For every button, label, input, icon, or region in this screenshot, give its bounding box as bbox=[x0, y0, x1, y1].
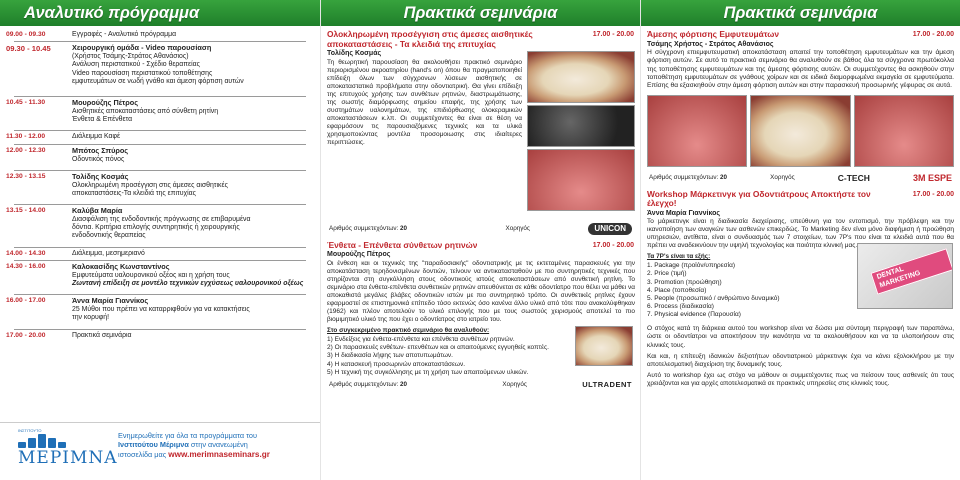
seminars-column-2 bbox=[640, 0, 960, 480]
seminar-description: Οι ένθεση και οι τεχνικές της "παραδοσιακής" οδοντιατρικής με τις εκτεταμένες παρασκευές για την αποκατάσταση τερηδονισμένων δοντιών, τείνουν να αντικατασταθούν με πιο συντηρητικές τεχνικές που στηρίζονται στη συγκόλληση στους οδοντικούς ιστούς αποκαταστάσεων από συνθετική ρητίνη. Το σεμινάριο στα ένθετα-επένθετα συνθετικών ρητινών απευθύνεται σε κάθε οδοντίατρο που θέλει να μάθει να αποκαθιστά μεγάλες βλάβες οδοντικών ιστών με πιο συντηρητικό τρόπο. Οι συνθετικές ρητίνες έχουν εφαρμοστεί σε επιστημονικά επίπεδο τόσο εκτενώς όσο κανένα άλλο υλικό από τότε που ανακαλύφθηκαν (1962) και πλέον αποτελούν το υλικό επιλογής που με τους σωστούς χειρισμούς αποτελεί το πιο βιομιμητικό υλικό της που έχει ο οδοντίατρος στο ιατρείο του. bbox=[327, 260, 635, 324]
seminar-description: Το μάρκετινγκ είναι η διαδικασία διαχείρισης, υπεύθυνη για τον εντοπισμό, την πρόβλεψη και την ικανοποίηση των αναγκών των ασθενών επικερδώς. Το Marketing δεν είναι μόνο διαφήμιση ή προώθηση υπηρεσιών, αντίθετα, είναι ο συνδυασμός των 7 στοιχείων, των 7P's που είναι τα κλειδιά αυτά που θα πρέπει να αναδεικνύουν την υψηλή τεχνολογίας και ποιότητα κλινική μας. bbox=[647, 218, 954, 250]
schedule-row bbox=[6, 29, 314, 41]
3m-espe-logo: 3M ESPE bbox=[912, 172, 952, 183]
seven-ps-list: 1. Package (προϊόν/υπηρεσία) 2. Price (τιμή) 3. Promotion (προώθηση) 4. Place (τοποθεσία) 5. People (προσωπικό / ανθρώπινο δυναμικό) 6. Process (διαδικασία) 7. Physical evidence (Παρουσία) bbox=[647, 262, 780, 318]
row-text: Εγγραφές - Αναλυτικό πρόγραμμα bbox=[72, 31, 177, 38]
row-line: Αισθητικές αποκαταστάσεις από σύνθετη ρητίνη bbox=[72, 107, 219, 115]
seminar-meta: Αριθμός συμμετεχόντων: 20 Χορηγός ULTRADENT bbox=[329, 379, 632, 389]
seminar-esthetics bbox=[321, 30, 640, 235]
row-line: αποκαταστάσεις-Τα κλειδιά της επιτυχίας bbox=[72, 189, 196, 197]
row-text: Διάλειμμα, μεσημεριανό bbox=[72, 249, 145, 257]
seminar-lecturer: Τσάμης Χρήστος - Στράτος Αθανάσιος bbox=[647, 40, 774, 48]
seminar-lecturer: Άννα Μαρία Γιαννίκος bbox=[647, 209, 721, 217]
row-line: Ολοκληρωμένη προσέγγιση στις άμεσες αισθητικές bbox=[72, 181, 228, 189]
schedule-row bbox=[6, 248, 314, 260]
tooth-photo bbox=[527, 105, 635, 147]
row-time: 14.30 - 16.00 bbox=[6, 262, 46, 270]
row-line: δόντια. Κριτήρια επιλογής συντηρητικής ή χειρουργικής bbox=[72, 224, 240, 232]
seminar-meta: Αριθμός συμμετεχόντων: 20 Χορηγός UNICON bbox=[327, 223, 634, 235]
schedule-column bbox=[0, 0, 320, 480]
merimna-logo: ΙΝΣΤΙΤΟΥΤΟ ΜΕΡΙΜΝΑ bbox=[18, 428, 118, 468]
footer-text: Ενημερωθείτε για όλα τα προγράμματα του Ινστιτούτου Μέριμνα στην ανανεωμένη ιστοσελίδα μας www.merimnaseminars.gr bbox=[118, 431, 270, 459]
seminar-lecturer: Μουρούζης Πέτρος bbox=[327, 251, 391, 259]
row-line: την κορυφή! bbox=[72, 314, 110, 322]
row-title: Καλύβα Μαρία bbox=[72, 206, 123, 216]
seven-ps-title: Τα 7P's είναι τα εξής: bbox=[647, 253, 711, 261]
row-title: Χειρουργική ομάδα - Video παρουσίαση bbox=[72, 43, 212, 53]
row-time: 12.00 - 12.30 bbox=[6, 146, 46, 154]
seminars-column-1 bbox=[320, 0, 640, 480]
seminar-description: Τη θεωρητική παρουσίαση θα ακολουθήσει πρακτικό σεμινάριο περιορισμένου ακροατηρίου (hand's on) όπου θα πραγματοποιηθεί επίδειξη όλων των σύγχρονων λύσεων αισθητικής σε αποκαταστατικά προβλήματα στην οδοντιατρική. Θα γίνει επίδειξη της επιτυχούς χρήσης των συνθέτων ρητινών, διαστρωμάτωσης, της σωστής διαμόρφωσης σημείου επαφής, της χρήσης των συστημάτων υαλονημάτων, της επιδιόρθωσης ολοκεραμικών αποκαταστάσεων κ.λπ. Οι συμμετέχοντες θα είναι σε θέση να εφαρμόσουν τις παρουσιαζόμενες τεχνικές και τα υλικά χρησιμοποιώντας μοντέλα προσομοιωσης στις ιδιαίτερες περιπτώσεις. bbox=[327, 58, 522, 147]
row-time: 11.30 - 12.00 bbox=[6, 133, 46, 141]
schedule-row bbox=[6, 171, 314, 200]
row-line: Εμφυτεύματα υαλουρονικού οξέος και η χρήση τους bbox=[72, 271, 230, 279]
row-line: εμφυτευμάτων σε νωδή γνάθο και άμεση φόρτιση αυτών bbox=[72, 77, 244, 85]
implant-photo-3 bbox=[854, 95, 954, 167]
row-title: Τολίδης Κοσμάς bbox=[72, 171, 129, 181]
seminar-marketing bbox=[641, 190, 960, 388]
ctech-logo: C-TECH bbox=[837, 172, 870, 183]
schedule-row bbox=[6, 295, 314, 324]
gum-photo bbox=[527, 149, 635, 211]
unicon-logo: UNICON bbox=[588, 223, 632, 235]
schedule-list bbox=[0, 26, 320, 342]
seminar-title: Ένθετα - Επένθετα σύνθετων ρητινών bbox=[327, 239, 478, 250]
row-title: Καλοκασίδης Κωνσταντίνος bbox=[72, 261, 170, 271]
marketing-paragraph-2: Και και, η επίτευξη ιδανικών δεξιοτήτων οδοντιατρικού μάρκετινγκ έχει να κάνει εξολοκλήρου με την αποτελεσματική διαχείριση της δυναμικής τους. bbox=[647, 352, 954, 368]
seminar-title: Άμεσης φόρτισης Εμφυτευμάτων bbox=[647, 29, 779, 39]
schedule-row bbox=[6, 97, 314, 126]
row-time: 13.15 - 14.00 bbox=[6, 207, 46, 215]
seminar-inlays bbox=[321, 241, 640, 389]
row-line: Ένθετα & Επένθετα bbox=[72, 116, 133, 124]
schedule-row bbox=[6, 131, 314, 143]
seminar-time: 17.00 - 20.00 bbox=[912, 190, 954, 198]
row-title: Μπότος Σπύρος bbox=[72, 145, 129, 155]
row-time: 09.30 - 10.45 bbox=[6, 44, 51, 54]
row-time: 10.45 - 11.30 bbox=[6, 99, 46, 107]
row-line: Διασφάλιση της ενδοδοντικής πρόγνωσης σε επιβαρυμένα bbox=[72, 215, 251, 223]
seminar-title: Workshop Μάρκετινγκ για Οδοντιάτρους Αποκτήστε τον έλεγχο! bbox=[647, 188, 871, 209]
inlay-photo bbox=[575, 326, 633, 366]
goals-title: Στο συγκεκριμένο πρακτικό σεμινάριο θα αναλυθούν: bbox=[327, 327, 490, 335]
merimna-footer bbox=[0, 422, 320, 480]
schedule-row bbox=[6, 42, 314, 88]
row-sub: (Χρήστος Τσάμης-Στράτος Αθανάσιος) bbox=[72, 53, 189, 61]
row-time: 12.30 - 13.15 bbox=[6, 172, 46, 180]
seminar-lecturer: Τολίδης Κοσμάς bbox=[327, 50, 382, 58]
row-time: 16.00 - 17.00 bbox=[6, 297, 46, 305]
seminar-time: 17.00 - 20.00 bbox=[592, 31, 634, 38]
schedule-row bbox=[6, 261, 314, 290]
row-line: Video παρουσίαση περιστατικού τοποθέτησης bbox=[72, 69, 213, 77]
row-emphasis: Ζωντανή επίδειξη σε μοντέλο τεχνικών εγχύσεως υαλουρονικού οξέως bbox=[72, 280, 304, 287]
row-title: Άννα Μαρία Γιαννίκος bbox=[72, 296, 149, 306]
seminar-description: Η σύγχρονη επιεμφυτευματική αποκατάσταση απαιτεί την τοποθέτηση εμφυτευμάτων και την άμεση φόρτιση αυτών. Σε αυτό το πρακτικό σεμινάριο θα αναλυθούν σε βάθος όλα τα σύγχρονα πρωτόκολλα της τοποθέτησης εμφυτευμάτων και της άμεσης φόρτισης αυτών. Οι συμμετέχοντες θα ασκηθούν στην τοποθέτηση εμφυτευμάτων σε γνάθους χοίρων και σε ειδικά διαμορφωμένα εκμαγεία σε εμφυτεύματα. Επίσης θα εξασκηθούν στην άμεση φόρτιση αυτών και στην παρασκευή προσωρινής γέφυρας σε αυτά. bbox=[647, 49, 954, 90]
row-text: Διάλειμμα Καφέ bbox=[72, 133, 121, 141]
schedule-banner: Αναλυτικό πρόγραμμα bbox=[0, 0, 320, 26]
seminar-implants bbox=[641, 30, 960, 184]
seminars-banner-2: Πρακτικά σεμινάρια bbox=[641, 0, 960, 26]
marketing-sign-image: DENTAL MARKETING bbox=[857, 243, 953, 309]
row-time: 09.00 - 09.30 bbox=[6, 31, 46, 38]
schedule-row bbox=[6, 330, 314, 342]
marketing-paragraph-1: Ο στόχος κατά τη διάρκεια αυτού του workshop είναι να δώσει μια σύντομη περιγραφή των παραπάνω, ώστε οι οδοντίατροι να αποκτήσουν την ικανότητα να τα ακολουθήσουν και να τα υλοποιήσουν στις κλινικές τους. bbox=[647, 325, 954, 349]
seminar-time: 17.00 - 20.00 bbox=[912, 31, 954, 38]
row-line: ενδοδοντικής θεραπείας bbox=[72, 232, 146, 240]
row-line: 25 Μύθοι που πρέπει να καταρριφθούν για να κατακτήσεις bbox=[72, 306, 250, 314]
seminar-time: 17.00 - 20.00 bbox=[592, 241, 634, 249]
schedule-row bbox=[6, 145, 314, 166]
seminar-meta: Αριθμός συμμετεχόντων: 20 Χορηγός C-TECH 3M ESPE bbox=[649, 172, 952, 183]
row-title: Μουρούζης Πέτρος bbox=[72, 98, 139, 108]
row-time: 14.00 - 14.30 bbox=[6, 249, 46, 257]
seminars-banner-1: Πρακτικά σεμινάρια bbox=[321, 0, 640, 26]
marketing-paragraph-3: Αυτό το workshop έχει ως στόχο να μάθουν οι συμμετέχοντες πως να πείσουν τους ασθενείς ότι τους χρειάζονται και για αρχές αποτελεσματικά σε πρακτικές υπηρεσίες στις κλινικές τους. bbox=[647, 371, 954, 387]
ultradent-logo: ULTRADENT bbox=[582, 379, 632, 389]
row-time: 17.00 - 20.00 bbox=[6, 331, 46, 339]
schedule-row bbox=[6, 205, 314, 243]
row-line: Ανάλυση περιστατικού - Σχέδιο θεραπείας bbox=[72, 61, 200, 69]
row-line: Οδοντικός πόνος bbox=[72, 155, 125, 163]
implant-photo-2 bbox=[750, 95, 850, 167]
goals-list: 1) Ενδείξεις για ένθετα-επένθετα και επένθετα συνθέτων ρητινών. 2) Οι παρασκευές ενθέτων- επενθέτων και οι απαιτούμενες εγγυηθείς κοπτές. 3) Η διαδικασία λήψης των αποτυπωμάτων. 4) Η κατασκευή προσωρινών αποκαταστάσεων. 5) Η τεχνική της συγκόλλησης με τη χρήση των απαιτούμενων υλικών. bbox=[327, 336, 549, 376]
seminar-title: Ολοκληρωμένη προσέγγιση στις άμεσες αισθητικές αποκαταστάσεις - Τα κλειδιά της επιτυχίας bbox=[327, 29, 533, 49]
row-text: Πρακτικά σεμινάρια bbox=[72, 331, 132, 339]
teeth-photo bbox=[527, 51, 635, 103]
implant-photo-1 bbox=[647, 95, 747, 167]
website-link[interactable]: www.merimnaseminars.gr bbox=[168, 449, 270, 459]
